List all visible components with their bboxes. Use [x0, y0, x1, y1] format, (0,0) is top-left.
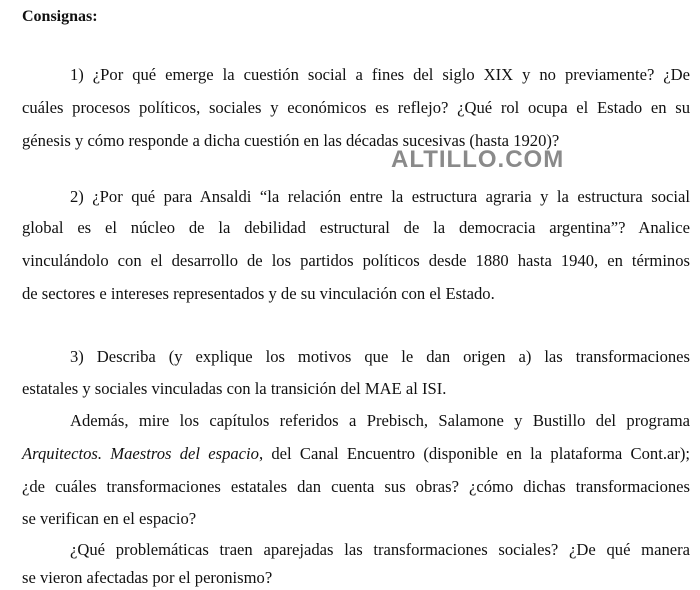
- question-3-line: ¿de cuáles transformaciones estatales dan cuenta sus obras? ¿cómo dichas transformaciones: [22, 477, 690, 496]
- question-1-line: 1) ¿Por qué emerge la cuestión social a fines del siglo XIX y no previamente? ¿De: [70, 65, 690, 84]
- question-3-line: Además, mire los capítulos referidos a Prebisch, Salamone y Bustillo del programa: [70, 411, 690, 430]
- question-3-line: ¿Qué problemáticas traen aparejadas las transformaciones sociales? ¿De qué manera: [70, 540, 690, 559]
- heading: Consignas:: [22, 8, 98, 25]
- question-1-line: cuáles procesos políticos, sociales y económicos es reflejo? ¿Qué rol ocupa el Estado en su: [22, 98, 690, 117]
- watermark: ALTILLO.COM: [391, 146, 565, 173]
- question-2-line: de sectores e intereses representados y de su vinculación con el Estado.: [22, 284, 495, 303]
- question-3-line: se verifican en el espacio?: [22, 509, 197, 528]
- question-3-line: [22, 444, 690, 464]
- question-2-line: vinculándolo con el desarrollo de los partidos políticos desde 1880 hasta 1940, en términos: [22, 251, 690, 270]
- question-3-line: 3) Describa (y explique los motivos que le dan origen a) las transformaciones: [70, 347, 690, 366]
- question-2-line: global es el núcleo de la debilidad estructural de la democracia argentina”? Analice: [22, 218, 690, 237]
- program-source: , del Canal Encuentro (disponible en la plataforma Cont.ar);: [258, 444, 691, 463]
- question-1-line: génesis y cómo responde a dicha cuestión en las décadas sucesivas (hasta 1920)?: [22, 131, 560, 150]
- question-3-line: se vieron afectadas por el peronismo?: [22, 568, 273, 587]
- question-3-line: estatales y sociales vinculadas con la transición del MAE al ISI.: [22, 379, 447, 398]
- program-title: Arquitectos. Maestros del espacio: [22, 444, 259, 463]
- question-2-line: 2) ¿Por qué para Ansaldi “la relación entre la estructura agraria y la estructura social: [70, 187, 690, 206]
